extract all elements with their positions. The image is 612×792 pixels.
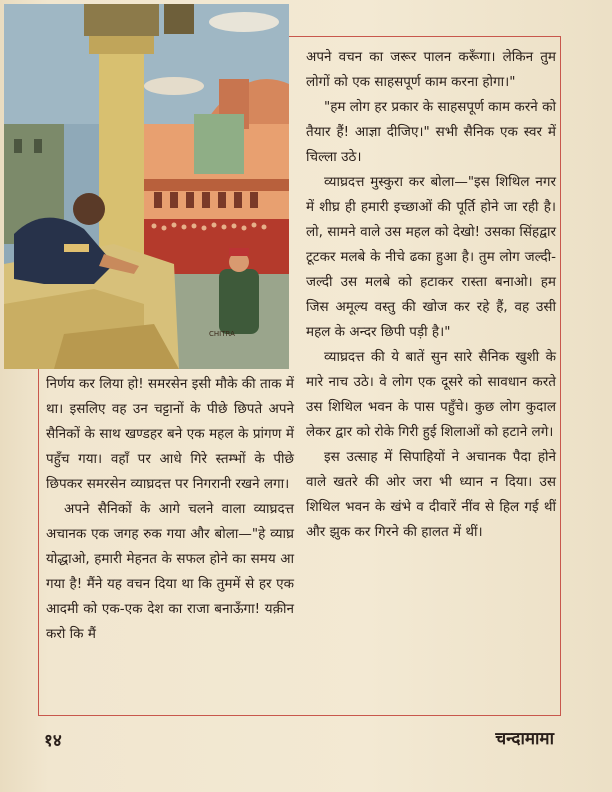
page-number: १४ <box>44 731 62 751</box>
magazine-name: चन्दामामा <box>495 729 554 749</box>
paragraph: अपने सैनिकों के आगे चलने वाला व्याघ्रदत्त अचानक एक जगह रुक गया और बोला—"हे व्याघ्र योद्धाओ, हमारी मेहनत के सफल होने का समय आ गया है! मैंने यह वचन दिया था कि तुममें से हर एक आदमी को एक-एक देश का राजा बनाऊँगा! यक़ीन करो कि मैं <box>46 501 294 642</box>
paragraph: अपने वचन का जरूर पालन करूँगा। लेकिन तुम लोगों को एक साहसपूर्ण काम करना होगा।" <box>306 49 556 90</box>
illustration-signature: CHITRA <box>209 330 235 338</box>
right-text-column <box>306 45 556 545</box>
paragraph: "हम लोग हर प्रकार के साहसपूर्ण काम करने को तैयार हैं! आज्ञा दीजिए।" सभी सैनिक एक स्वर में चिल्ला उठे। <box>306 99 556 165</box>
paragraph: निर्णय कर लिया हो! समरसेन इसी मौके की ताक में था। इसलिए वह उन चट्टानों के पीछे छिपते अपने सैनिकों के साथ खण्डहर बने एक महल के प्रांगण में पहुँच गया। वहाँ पर आधे गिरे स्तम्भों के पीछे छिपकर समरसेन व्याघ्रदत्त पर निगरानी रखने लगा। <box>46 376 294 492</box>
paragraph: व्याघ्रदत्त की ये बातें सुन सारे सैनिक खुशी के मारे नाच उठे। वे लोग एक दूसरे को सावधान करते उस शिथिल भवन के पास पहुँचे। कुछ लोग कुदाल लेकर द्वार को रोके गिरी हुई शिलाओं को हटाने लगे। <box>306 349 556 440</box>
story-illustration <box>4 4 289 369</box>
city-ruins-illustration-icon <box>4 4 289 369</box>
paragraph: व्याघ्रदत्त मुस्कुरा कर बोला—"इस शिथिल नगर में शीघ्र ही हमारी इच्छाओं की पूर्ति होने जा रही है। लो, सामने वाले उस महल को देखो! उसका सिंहद्वार टूटकर मलबे के नीचे ढका हुआ है। तुम लोग जल्दी-जल्दी उस मलबे को हटाकर रास्ता बनाओ। हम जिस अमूल्य वस्तु की खोज कर रहे हैं, वह उसी महल के अन्दर छिपी पड़ी है।" <box>306 174 556 340</box>
left-text-column <box>46 372 294 647</box>
paragraph: इस उत्साह में सिपाहियों ने अचानक पैदा होने वाले खतरे की ओर जरा भी ध्यान न दिया। उस शिथिल भवन के खंभे व दीवारें नींव से हिल गई थीं और झुक कर गिरने की हालत में थीं। <box>306 449 556 540</box>
